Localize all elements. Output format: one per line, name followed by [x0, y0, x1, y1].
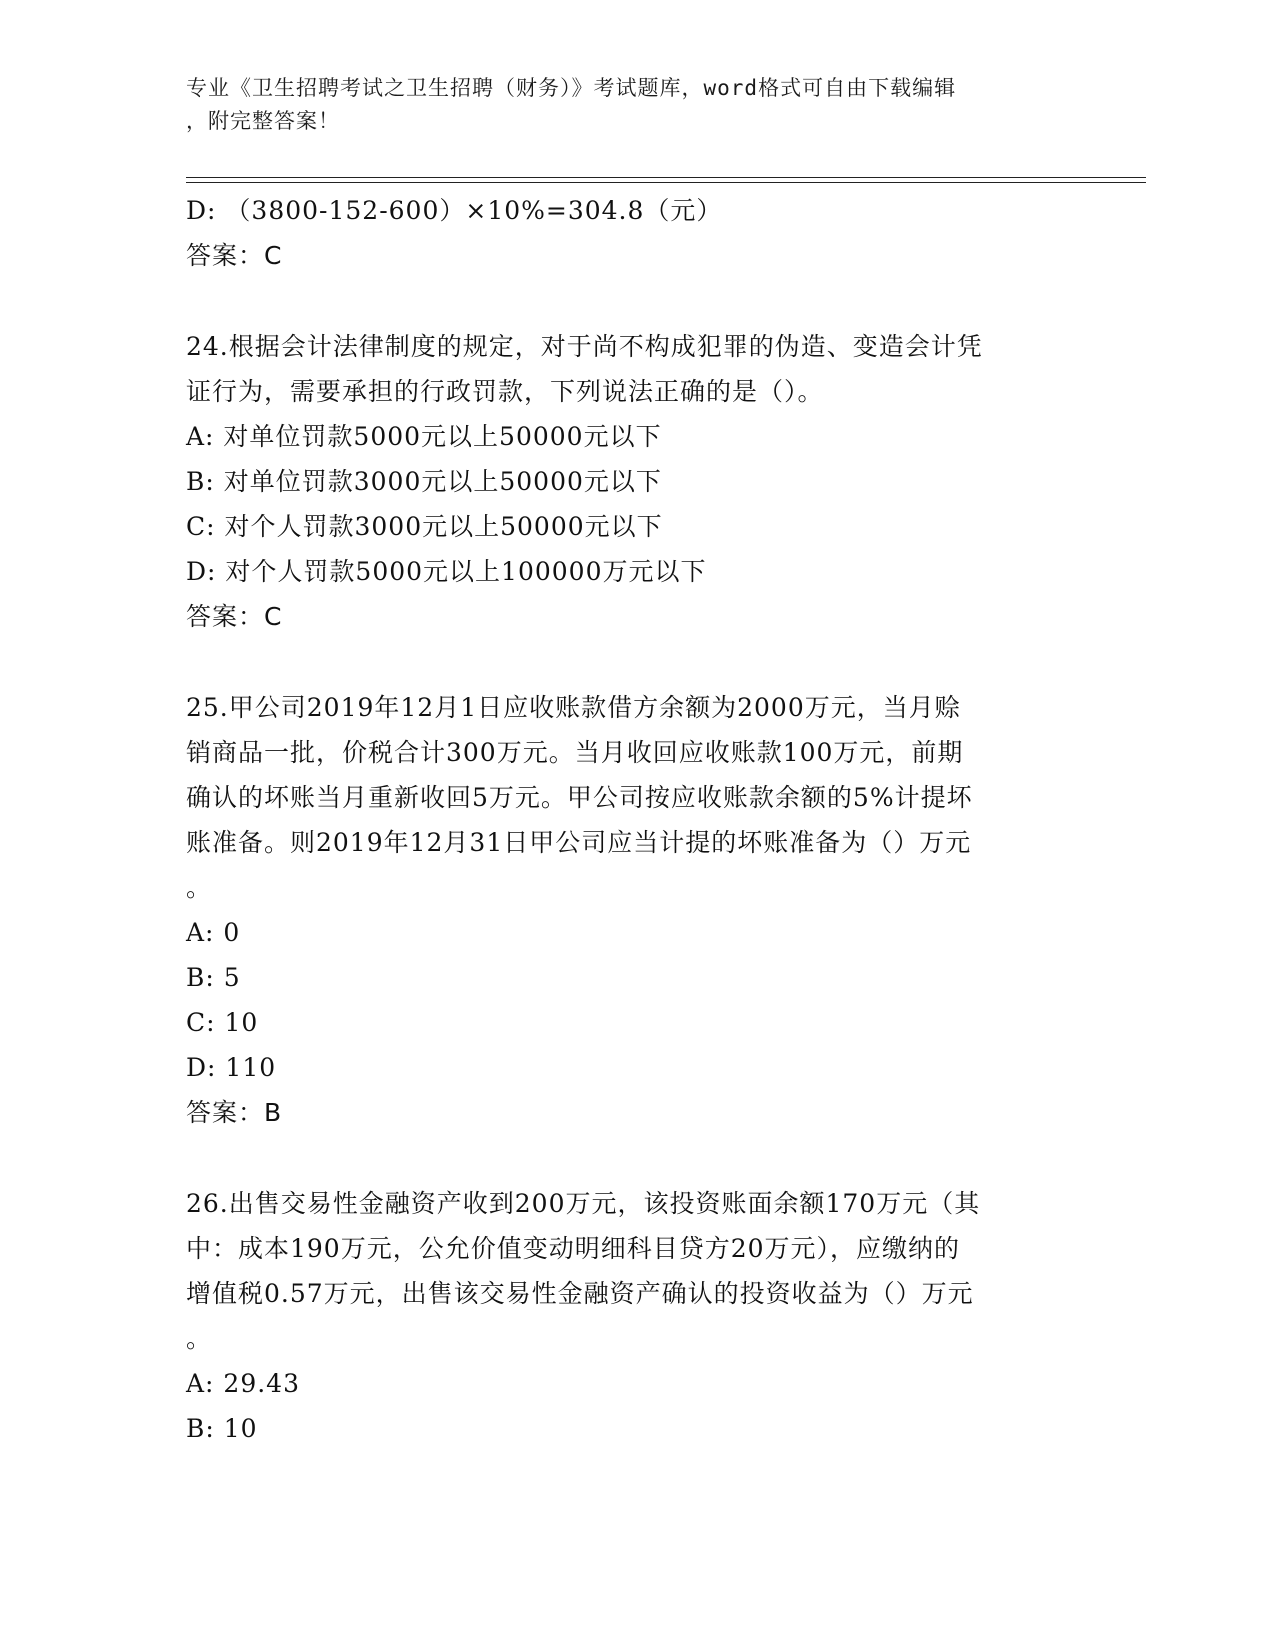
- option-b: B: 10: [186, 1414, 258, 1443]
- option-a: A: 0: [186, 918, 241, 947]
- stem-line: 确认的坏账当月重新收回5万元。甲公司按应收账款余额的5%计提坏: [186, 783, 973, 812]
- stem-line: 中：成本190万元，公允价值变动明细科目贷方20万元），应缴纳的: [186, 1234, 961, 1263]
- option-d: D: 对个人罚款5000元以上100000万元以下: [186, 557, 707, 586]
- question-stem: [186, 685, 1086, 910]
- spacer: [186, 1135, 1086, 1181]
- question-stem: [186, 1181, 1086, 1361]
- header-line-2: ，附完整答案！: [186, 109, 340, 133]
- stem-line: 。: [186, 1324, 213, 1353]
- option-d: D: （3800-152-600）×10%=304.8（元）: [186, 196, 723, 225]
- option-d: D: 110: [186, 1053, 277, 1082]
- question-stem: [186, 324, 1086, 414]
- stem-line: 证行为，需要承担的行政罚款，下列说法正确的是（）。: [186, 377, 824, 406]
- stem-line: 销商品一批，价税合计300万元。当月收回应收账款100万元，前期: [186, 738, 964, 767]
- stem-line: 26.出售交易性金融资产收到200万元，该投资账面余额170万元（其: [186, 1189, 981, 1218]
- answer-line: 答案：C: [186, 602, 283, 631]
- option-b: B: 5: [186, 963, 241, 992]
- option-a: A: 对单位罚款5000元以上50000元以下: [186, 422, 662, 451]
- header-line-1: 专业《卫生招聘考试之卫生招聘（财务）》考试题库，word格式可自由下载编辑: [186, 76, 957, 100]
- stem-line: 账准备。则2019年12月31日甲公司应当计提的坏账准备为（）万元: [186, 828, 972, 857]
- header-divider-top: [186, 177, 1146, 178]
- spacer: [186, 639, 1086, 685]
- question-25: [186, 685, 1086, 1135]
- question-26: [186, 1181, 1086, 1451]
- stem-line: 24.根据会计法律制度的规定，对于尚不构成犯罪的伪造、变造会计凭: [186, 332, 983, 361]
- option-c: C: 对个人罚款3000元以上50000元以下: [186, 512, 663, 541]
- answer-line: 答案：B: [186, 1098, 283, 1127]
- option-a: A: 29.43: [186, 1369, 300, 1398]
- option-c: C: 10: [186, 1008, 259, 1037]
- stem-line: 。: [186, 873, 213, 902]
- stem-line: 25.甲公司2019年12月1日应收账款借方余额为2000万元，当月赊: [186, 693, 961, 722]
- previous-question-tail: [186, 188, 1086, 278]
- option-b: B: 对单位罚款3000元以上50000元以下: [186, 467, 662, 496]
- header-divider-bottom: [186, 182, 1146, 183]
- stem-line: 增值税0.57万元，出售该交易性金融资产确认的投资收益为（）万元: [186, 1279, 974, 1308]
- document-body: [186, 188, 1086, 1451]
- answer-line: 答案：C: [186, 241, 283, 270]
- document-header: [186, 72, 1056, 138]
- question-24: [186, 324, 1086, 639]
- spacer: [186, 278, 1086, 324]
